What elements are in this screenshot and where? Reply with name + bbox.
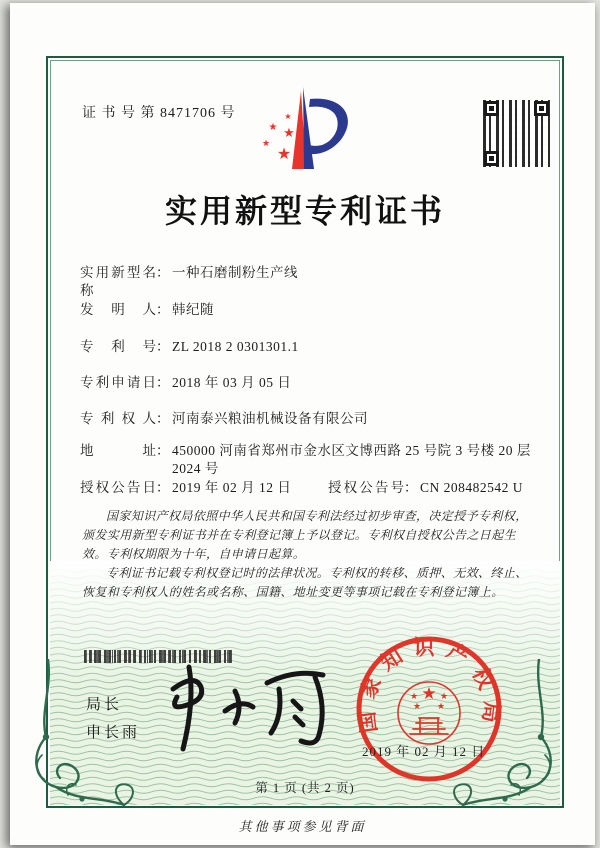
page-number: 第 1 页 (共 2 页) — [255, 781, 355, 795]
field-label: 发明人 — [80, 302, 156, 317]
field-label: 地址 — [80, 443, 156, 458]
director-title: 局长 — [86, 696, 123, 713]
field-colon: ： — [156, 302, 170, 317]
patent-office-logo-icon — [254, 83, 366, 179]
star-icon: ★ — [283, 126, 295, 141]
star-icon: ★ — [421, 684, 437, 704]
field-colon: ： — [156, 443, 170, 458]
back-note: 其他事项参见背面 — [238, 819, 367, 834]
qr-code — [483, 100, 550, 167]
field-label: 授权公告日 — [80, 480, 156, 495]
field-colon: ： — [156, 411, 170, 426]
star-icon: ★ — [284, 112, 292, 121]
seal-text: 国家知识产权局 — [353, 635, 505, 735]
field-colon: ： — [404, 480, 418, 495]
director-block — [86, 691, 140, 747]
director-name: 申长雨 — [86, 724, 141, 741]
legal-paragraph: 国家知识产权局依照中华人民共和国专利法经过初步审查，决定授予专利权，颁发实用新型专利证书并在专利登记簿上予以登记。专利权自授权公告之日起生效。专利权期限为十年，自申请日起算。 — [82, 509, 528, 561]
signature-autograph — [143, 649, 343, 757]
field-row-patentee — [80, 410, 368, 428]
field-colon: ： — [156, 375, 170, 390]
certificate-title: 实用新型专利证书 — [164, 193, 445, 229]
field-row-inventor — [80, 301, 214, 319]
national-emblem-icon — [398, 682, 460, 744]
field-value: 河南泰兴粮油机械设备有限公司 — [172, 411, 368, 426]
qr-finder-icon — [534, 101, 549, 116]
star-icon: ★ — [439, 692, 449, 702]
field-value: CN 208482542 U — [420, 480, 524, 495]
field-value: 2018 年 03 月 05 日 — [172, 375, 292, 390]
star-icon: ★ — [412, 702, 422, 712]
field-colon: ： — [156, 339, 170, 354]
qr-finder-icon — [484, 101, 499, 116]
star-icon: ★ — [409, 692, 419, 702]
field-label: 专利申请日 — [80, 375, 156, 390]
field-colon: ： — [156, 265, 170, 280]
star-icon: ★ — [268, 122, 278, 133]
certificate-page — [10, 3, 595, 845]
star-icon: ★ — [276, 144, 292, 163]
certificate-number: 证 书 号 第 8471706 号 — [82, 106, 236, 121]
field-value: 韩纪随 — [172, 302, 214, 317]
legal-text-block — [82, 507, 534, 602]
qr-finder-icon — [484, 151, 499, 166]
field-label: 专利号 — [80, 339, 156, 354]
field-label: 专利权人 — [80, 411, 156, 426]
star-icon: ★ — [436, 702, 446, 712]
seal-date: 2019 年 02 月 12 日 — [362, 744, 486, 759]
field-row-grant — [80, 479, 523, 497]
field-value: 一种石磨制粉生产线 — [172, 265, 298, 280]
official-seal — [353, 633, 505, 785]
field-value: ZL 2018 2 0301301.1 — [172, 339, 299, 354]
field-row-name — [80, 264, 298, 300]
field-label: 实用新型名称 — [80, 265, 156, 298]
field-colon: ： — [156, 480, 170, 495]
field-value: 450000 河南省郑州市金水区文博西路 25 号院 3 号楼 20 层 2024 号 — [172, 443, 531, 476]
field-row-filing-date — [80, 374, 291, 392]
field-label: 授权公告号 — [328, 480, 404, 495]
field-value: 2019 年 02 月 12 日 — [172, 480, 292, 495]
star-icon: ★ — [261, 139, 271, 149]
field-row-address — [80, 442, 550, 478]
legal-paragraph: 专利证书记载专利权登记时的法律状况。专利权的转移、质押、无效、终止、恢复和专利权人的姓名或名称、国籍、地址变更等事项记载在专利登记簿上。 — [82, 566, 528, 599]
field-row-patent-number — [80, 338, 299, 356]
